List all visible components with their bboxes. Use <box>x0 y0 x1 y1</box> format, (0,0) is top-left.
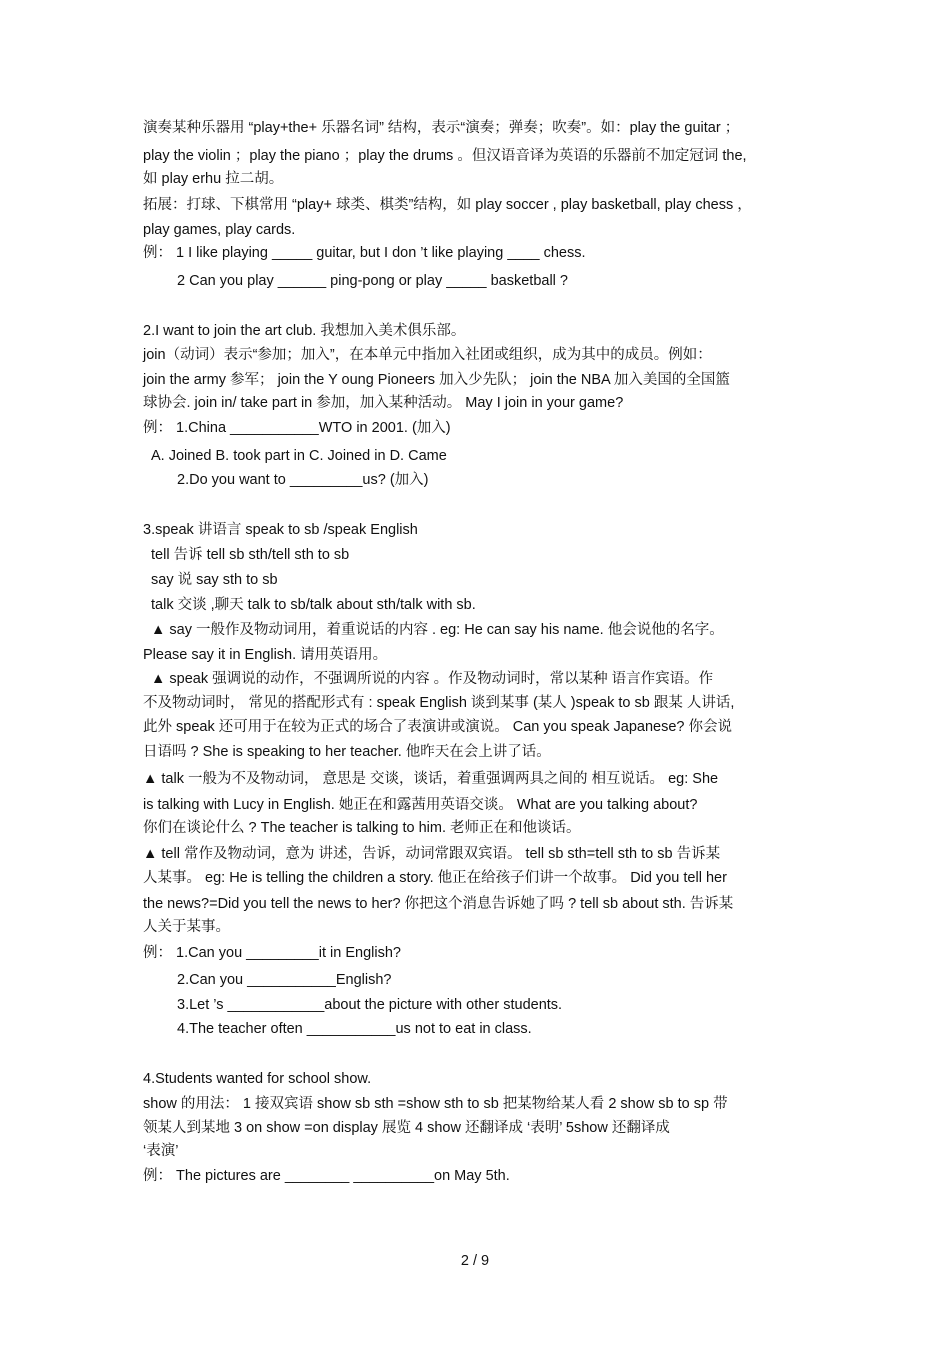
section-heading: 3.speak 讲语言 speak to sb /speak English <box>143 522 418 538</box>
text-line: the news?=Did you tell the news to her? 你把这个消息告诉她了吗 ? tell sb about sth. 告诉某 <box>143 896 734 912</box>
text-line: join（动词）表示“参加；加入”，在本单元中指加入社团或组织，成为其中的成员。例如： <box>143 347 712 363</box>
exercise-line: 例： 1.Can you _________it in English? <box>143 945 401 961</box>
text-line: 不及物动词时， 常见的搭配形式有 : speak English 谈到某事 (某人 )speak to sb 跟某 人讲话, <box>143 695 735 711</box>
text-line: 球协会. join in/ take part in 参加，加入某种活动。 May I join in your game? <box>143 395 624 411</box>
exercise-line: 2 Can you play ______ ping-pong or play _____ basketball ? <box>177 273 568 289</box>
text-line: 演奏某种乐器用 “play+the+ 乐器名词” 结构，表示“演奏；弹奏；吹奏”。如：play the guitar ； <box>143 120 740 136</box>
exercise-line: 例： 1 I like playing _____ guitar, but I don ’t like playing ____ chess. <box>143 245 586 261</box>
exercise-line: 4.The teacher often ___________us not to eat in class. <box>177 1021 532 1037</box>
exercise-line: 例： The pictures are ________ __________on May 5th. <box>143 1168 510 1184</box>
text-line: is talking with Lucy in English. 她正在和露茜用英语交谈。 What are you talking about? <box>143 797 698 813</box>
text-line: play games, play cards. <box>143 222 296 238</box>
text-line: 人某事。 eg: He is telling the children a story. 他正在给孩子们讲一个故事。 Did you tell her <box>143 870 727 886</box>
text-line: play the violin ；play the piano ；play the drums 。但汉语音译为英语的乐器前不加定冠词 the, <box>143 148 747 164</box>
text-line: 如 play erhu 拉二胡。 <box>143 171 284 187</box>
exercise-line: 例： 1.China ___________WTO in 2001. (加入) <box>143 420 451 436</box>
text-line: 人关于某事。 <box>143 919 230 935</box>
text-line: ▲ talk 一般为不及物动词， 意思是 交谈，谈话，着重强调两具之间的 相互说话。 eg: She <box>143 771 719 787</box>
text-line: talk 交谈 ,聊天 talk to sb/talk about sth/talk with sb. <box>151 597 476 613</box>
exercise-options: A. Joined B. took part in C. Joined in D. Came <box>151 448 447 464</box>
exercise-line: 3.Let ’s ____________about the picture with other students. <box>177 997 563 1013</box>
exercise-line: 2.Do you want to _________us? (加入) <box>177 472 429 488</box>
section-heading: 4.Students wanted for school show. <box>143 1071 372 1087</box>
text-line: join the army 参军； join the Y oung Pioneers 加入少先队； join the NBA 加入美国的全国篮 <box>143 372 730 388</box>
text-line: 你们在谈论什么 ? The teacher is talking to him. 老师正在和他谈话。 <box>143 820 581 836</box>
text-line: 拓展：打球、下棋常用 “play+ 球类、棋类”结构，如 play soccer , play basketball, play chess ， <box>143 197 752 213</box>
text-line: ▲ speak 强调说的动作，不强调所说的内容 。作及物动词时，常以某种 语言作宾语。作 <box>151 671 714 687</box>
text-line: ▲ say 一般作及物动词用，着重说话的内容 . eg: He can say his name. 他会说他的名字。 <box>151 622 724 638</box>
text-line: tell 告诉 tell sb sth/tell sth to sb <box>151 547 350 563</box>
section-heading: 2.I want to join the art club. 我想加入美术俱乐部。 <box>143 323 466 339</box>
exercise-line: 2.Can you ___________English? <box>177 972 392 988</box>
text-line: 领某人到某地 3 on show =on display 展览 4 show 还翻译成 ‘表明’ 5show 还翻译成 <box>143 1120 670 1136</box>
text-line: say 说 say sth to sb <box>151 572 278 588</box>
text-line: 此外 speak 还可用于在较为正式的场合了表演讲或演说。 Can you speak Japanese? 你会说 <box>143 719 733 735</box>
page-number: 2 / 9 <box>460 1253 490 1269</box>
text-line: ▲ tell 常作及物动词，意为 讲述，告诉，动词常跟双宾语。 tell sb sth=tell sth to sb 告诉某 <box>143 846 721 862</box>
text-line: Please say it in English. 请用英语用。 <box>143 647 388 663</box>
text-line: show 的用法： 1 接双宾语 show sb sth =show sth to sb 把某物给某人看 2 show sb to sp 带 <box>143 1096 728 1112</box>
text-line: ‘表演’ <box>143 1143 179 1159</box>
text-line: 日语吗 ? She is speaking to her teacher. 他昨天在会上讲了话。 <box>143 744 551 760</box>
